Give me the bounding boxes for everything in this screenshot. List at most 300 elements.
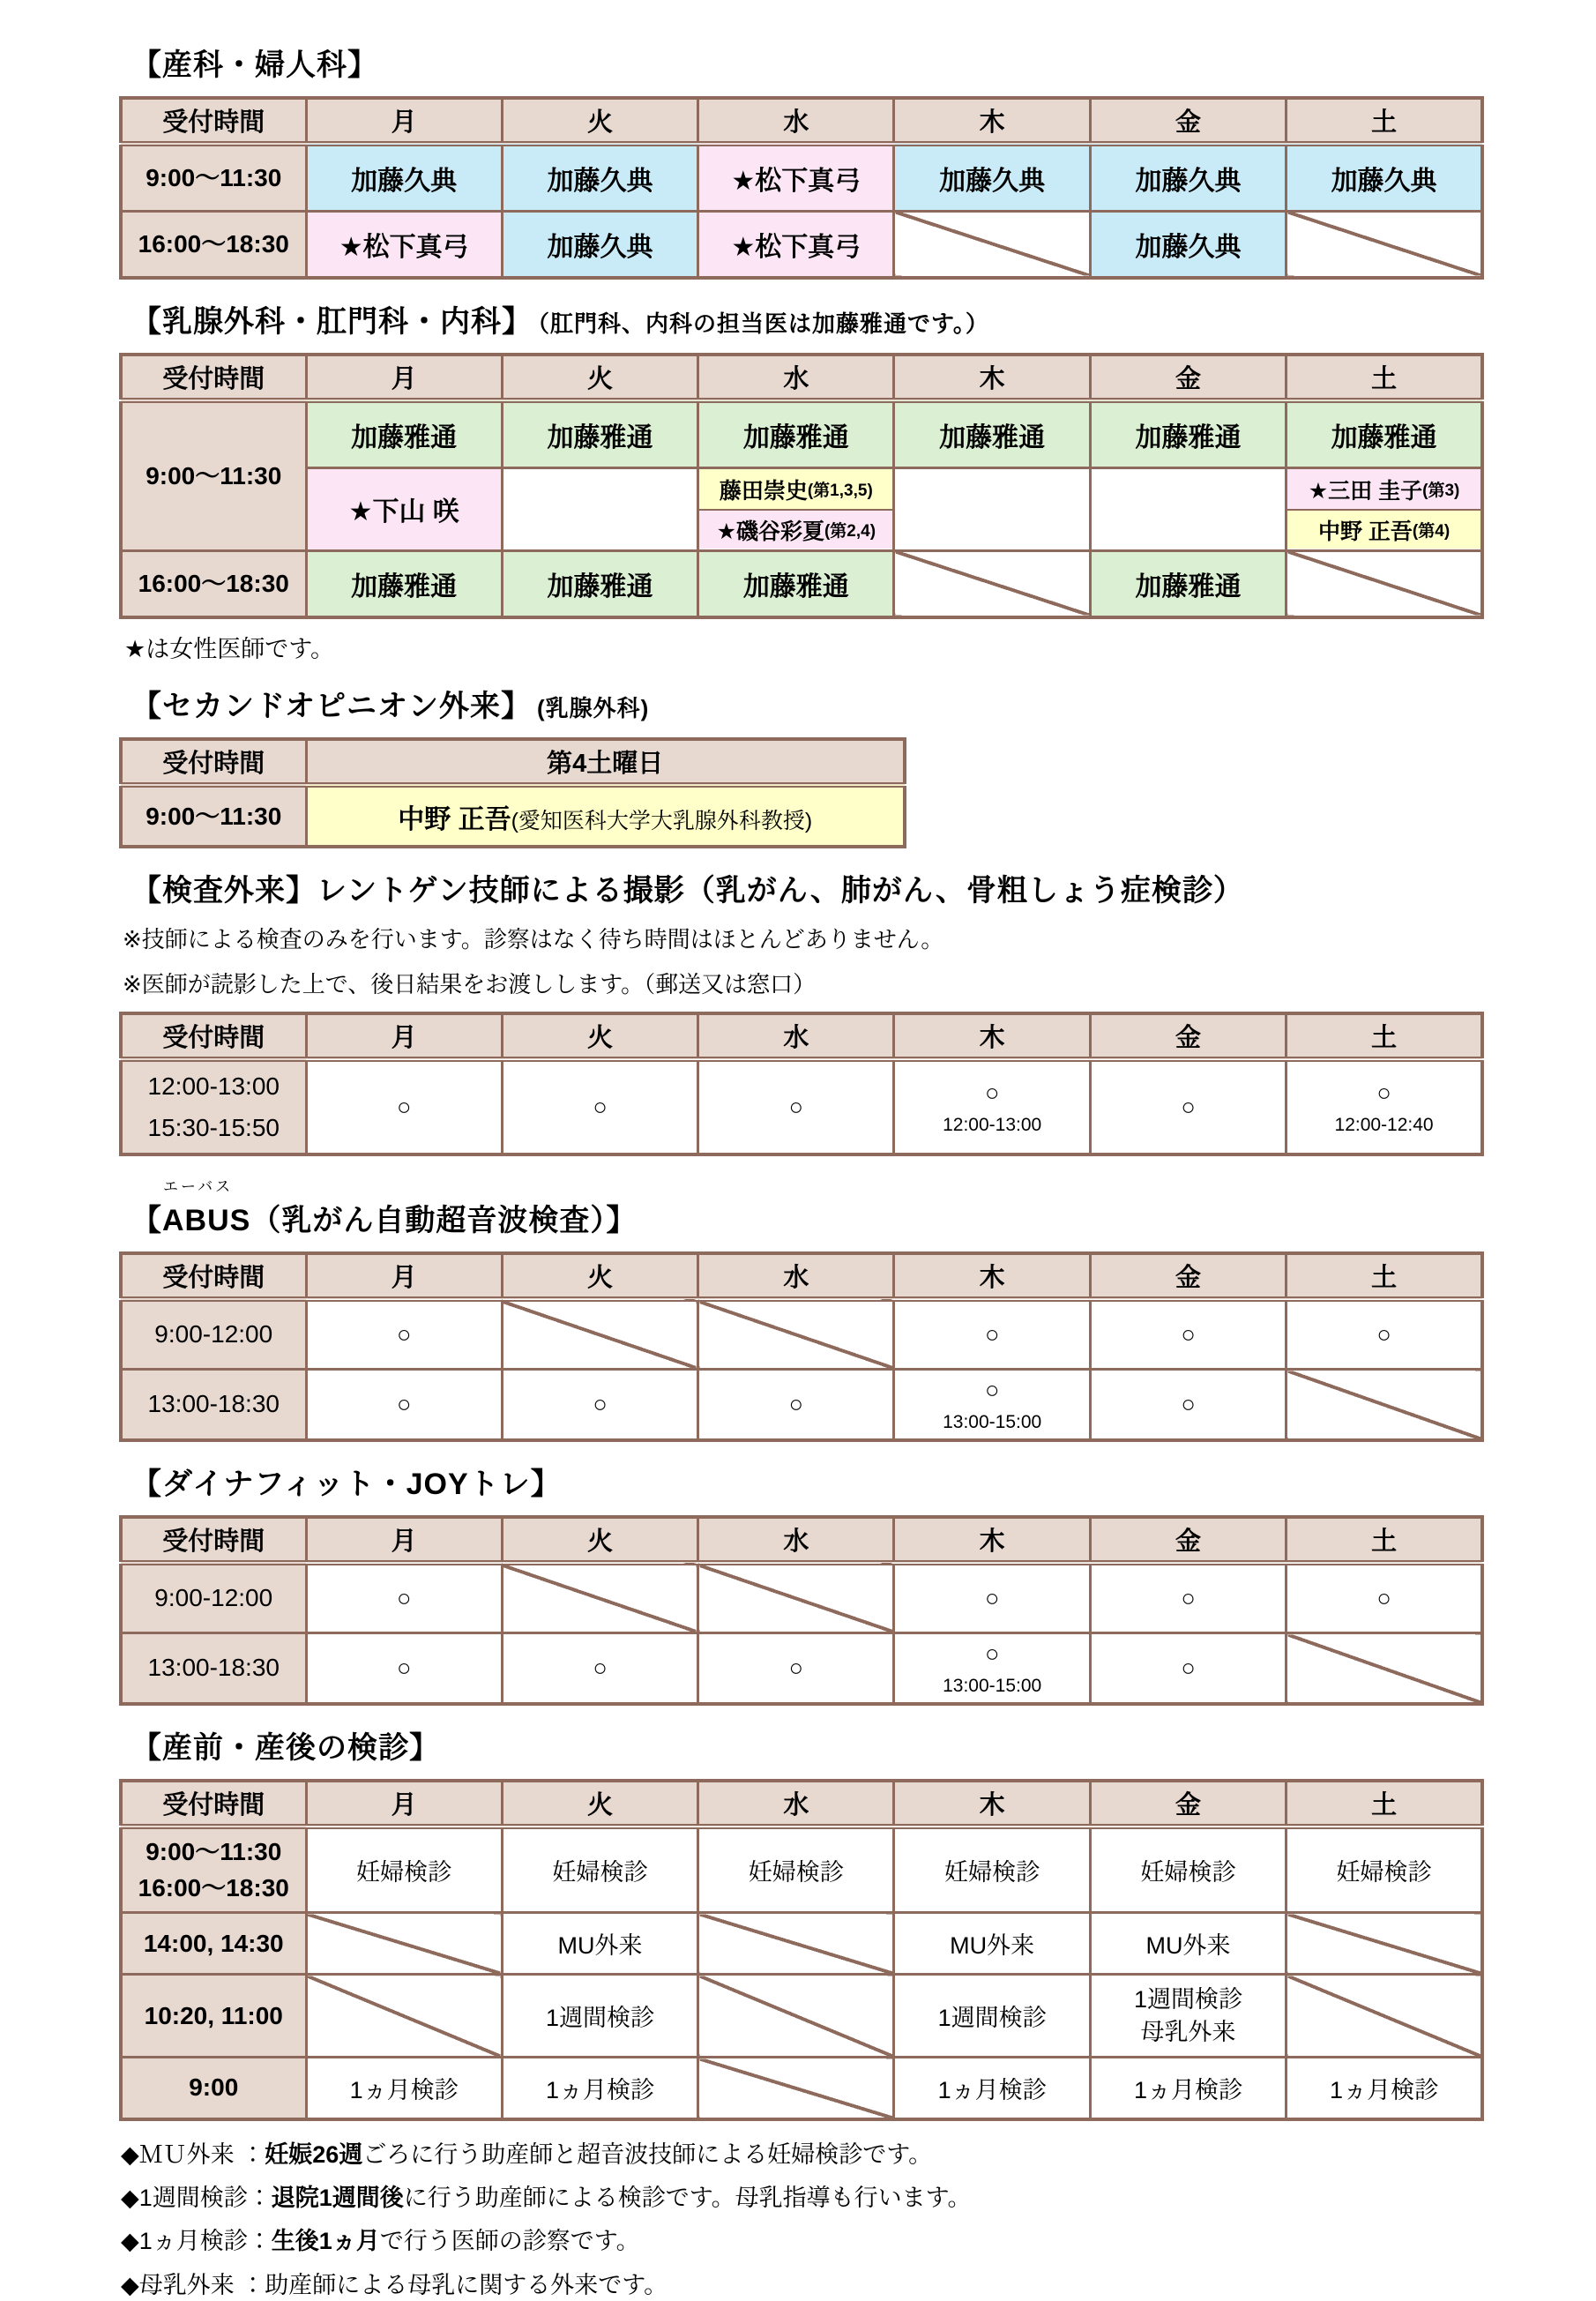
- time-line: 9:00〜11:30: [145, 802, 282, 830]
- schedule-cell: [502, 400, 697, 467]
- exam-note-1: ※技師による検査のみを行います。診察はなく待ち時間はほとんどありません。: [123, 926, 944, 953]
- time-slot-label: [121, 144, 306, 211]
- section-second-opinion: [119, 682, 1376, 848]
- header-row: [121, 98, 1482, 144]
- schedule-cell: [894, 2058, 1090, 2119]
- cell-text: ○: [1181, 1093, 1196, 1120]
- schedule-cell: [1090, 1299, 1286, 1370]
- day-header: 土: [1286, 1781, 1482, 1827]
- unavailable-cell: [698, 1563, 894, 1633]
- cell-line: 母乳外来: [1140, 2018, 1236, 2045]
- cell-text: 1ヵ月検診: [1133, 2076, 1242, 2103]
- table-header: [121, 98, 1482, 144]
- day-header: 第4土曜日: [306, 739, 905, 785]
- schedule-cell: [698, 400, 894, 467]
- schedule-cell: [502, 467, 697, 550]
- unavailable-cell: [1286, 1633, 1482, 1704]
- cell-text: 加藤雅通: [1331, 422, 1437, 452]
- table-body: [121, 1563, 1482, 1704]
- cell-line: ○: [984, 1640, 1000, 1667]
- cell-text: 加藤久典: [1331, 166, 1437, 196]
- cell-text: 1ヵ月検診: [545, 2076, 654, 2103]
- schedule-cell: [894, 467, 1090, 550]
- unavailable-cell: [698, 2058, 894, 2119]
- cell-line: ○: [984, 1376, 1000, 1403]
- cell-text: 加藤雅通: [742, 572, 849, 601]
- day-header: 水: [698, 1013, 894, 1059]
- reception-time-header: 受付時間: [121, 1517, 306, 1563]
- cell-text: 1ヵ月検診: [349, 2076, 459, 2103]
- schedule-cell: [1090, 1827, 1286, 1913]
- time-line: 9:00-12:00: [154, 1584, 273, 1612]
- cell-line: 1週間検診: [1133, 1985, 1242, 2013]
- footnote-bold: 妊娠26週: [265, 2140, 363, 2168]
- schedule-row: [121, 785, 905, 847]
- doctor-name: 中野 正吾: [1317, 519, 1413, 544]
- cell-text: 加藤久典: [351, 166, 458, 196]
- schedule-cell: [1090, 1370, 1286, 1440]
- schedule-row: [121, 1563, 1482, 1633]
- footnote-text: 助産師による母乳に関する外来です。: [265, 2271, 668, 2298]
- cell-text: ○: [788, 1390, 803, 1417]
- schedule-cell: [698, 211, 894, 278]
- time-line: 9:00-12:00: [154, 1320, 273, 1348]
- schedule-cell: [1286, 1563, 1482, 1633]
- cell-text: 加藤雅通: [351, 572, 458, 601]
- footnote-term: ◆1週間検診：: [121, 2185, 272, 2212]
- footnotes: [119, 2139, 1376, 2301]
- schedule-cell: [894, 1563, 1090, 1633]
- cell-text: ○: [593, 1390, 608, 1417]
- section-title-text: 【検査外来】レントゲン技師による撮影（乳がん、肺がん、骨粗しょう症検診）: [131, 874, 1244, 908]
- table-header: [121, 1781, 1482, 1827]
- time-line: 15:30-15:50: [147, 1113, 280, 1141]
- footnote-breastfeeding: [121, 2269, 1376, 2301]
- schedule-cell: [1090, 144, 1286, 211]
- cell-text: ★松下真弓: [731, 232, 861, 262]
- unavailable-cell: [502, 1299, 697, 1370]
- day-header: 土: [1286, 1253, 1482, 1299]
- schedule-cell: [1090, 1913, 1286, 1975]
- reception-time-header: 受付時間: [121, 98, 306, 144]
- cell-text: 加藤久典: [1135, 166, 1242, 196]
- day-header: 月: [306, 355, 502, 400]
- day-header: 火: [502, 1253, 697, 1299]
- time-line: 16:00〜18:30: [138, 1874, 289, 1902]
- schedule-cell: [502, 2058, 697, 2119]
- schedule-cell: [894, 400, 1090, 467]
- day-header: 月: [306, 1517, 502, 1563]
- section-title: [131, 1196, 1376, 1239]
- week-of-month-label: (第1,3,5): [807, 482, 873, 500]
- table-body: [121, 1299, 1482, 1440]
- cell-text: ○: [1181, 1654, 1196, 1681]
- cell-text: 加藤雅通: [351, 422, 458, 452]
- schedule-cell: [1090, 550, 1286, 617]
- schedule-cell: [306, 1633, 502, 1704]
- schedule-cell: [502, 1827, 697, 1913]
- footnote-mu: [121, 2139, 1376, 2170]
- cell-text: 加藤雅通: [547, 572, 653, 601]
- doctor-name: ★三田 圭子: [1308, 478, 1423, 504]
- cell-text: ★下山 咲: [348, 497, 459, 527]
- section-dynafit-joy: [119, 1460, 1398, 1706]
- section-title-text: 【ダイナフィット・JOYトレ】: [131, 1467, 562, 1501]
- table-header: [121, 1253, 1482, 1299]
- day-header: 月: [306, 1013, 502, 1059]
- table-body: [121, 785, 905, 847]
- schedule-cell: [306, 144, 502, 211]
- day-header: 金: [1090, 1013, 1286, 1059]
- schedule-cell: [1090, 1563, 1286, 1633]
- schedule-cell: [306, 785, 905, 847]
- cell-text: ○: [593, 1093, 608, 1120]
- day-header: 土: [1286, 98, 1482, 144]
- section-prenatal-postnatal: [119, 1723, 1439, 2121]
- table-body: [121, 144, 1482, 278]
- time-slot-label: [121, 211, 306, 278]
- schedule-cell: [502, 550, 697, 617]
- cell-text: ○: [984, 1584, 1000, 1611]
- cell-text: ○: [1181, 1320, 1196, 1348]
- time-slot-label: [121, 1975, 306, 2058]
- cell-text: 加藤久典: [939, 166, 1046, 196]
- cell-text: ○: [788, 1093, 803, 1120]
- unavailable-cell: [306, 1913, 502, 1975]
- cell-text: ○: [1376, 1320, 1391, 1348]
- schedule-cell: [698, 1827, 894, 1913]
- time-line: 9:00: [189, 2073, 239, 2102]
- schedule-cell: [894, 144, 1090, 211]
- schedule-cell: [306, 211, 502, 278]
- cell-text: 1ヵ月検診: [937, 2076, 1047, 2103]
- section-title: [131, 682, 1376, 725]
- cell-text: 加藤久典: [547, 232, 653, 262]
- exam-note-2: ※医師が読影した上で、後日結果をお渡しします。（郵送又は窓口）: [123, 971, 817, 997]
- schedule-cell: [1090, 1975, 1286, 2058]
- section-breast-proctology-internal: [119, 297, 1460, 664]
- cell-text: ○: [397, 1320, 412, 1348]
- schedule-cell: [306, 1563, 502, 1633]
- table-header: [121, 1517, 1482, 1563]
- schedule-cell: [1286, 144, 1482, 211]
- day-header: 水: [698, 98, 894, 144]
- radiology-exam-table: [119, 1012, 1484, 1156]
- section-obstetrics-gynecology: [119, 41, 1437, 280]
- day-header: 金: [1090, 1253, 1286, 1299]
- schedule-cell: [502, 1633, 697, 1704]
- unavailable-cell: [1286, 1913, 1482, 1975]
- schedule-cell: [306, 400, 502, 467]
- section-title-text: 【産科・婦人科】: [131, 49, 378, 82]
- time-slot-label: [121, 1913, 306, 1975]
- schedule-row: [121, 144, 1482, 211]
- day-header: 水: [698, 1517, 894, 1563]
- schedule-cell: [306, 1299, 502, 1370]
- day-header: 金: [1090, 355, 1286, 400]
- header-row: [121, 1517, 1482, 1563]
- section-title: [131, 1723, 1376, 1767]
- day-header: 木: [894, 1253, 1090, 1299]
- schedule-cell: [698, 1059, 894, 1154]
- schedule-row: [121, 467, 1482, 550]
- time-slot-label: [121, 400, 306, 550]
- day-header: 木: [894, 1013, 1090, 1059]
- unavailable-cell: [1286, 1370, 1482, 1440]
- cell-text: 妊婦検診: [1140, 1858, 1236, 1886]
- time-line: 9:00〜11:30: [145, 461, 282, 489]
- cell-text: 妊婦検診: [748, 1858, 844, 1886]
- schedule-cell: [502, 1975, 697, 2058]
- cell-text: 妊婦検診: [356, 1858, 452, 1886]
- schedule-cell: [502, 1059, 697, 1154]
- day-header: 火: [502, 98, 697, 144]
- cell-line: 13:00-15:00: [943, 1675, 1042, 1696]
- cell-line: 12:00-12:40: [1334, 1114, 1434, 1135]
- day-header: 木: [894, 98, 1090, 144]
- cell-line: 12:00-13:00: [943, 1114, 1042, 1135]
- day-header: 土: [1286, 1517, 1482, 1563]
- schedule-cell: [698, 144, 894, 211]
- section-title-text: 【産前・産後の検診】: [131, 1730, 440, 1765]
- unavailable-cell: [502, 1563, 697, 1633]
- day-header: 月: [306, 98, 502, 144]
- reception-time-header: 受付時間: [121, 1781, 306, 1827]
- dynafit-joy-table: [119, 1515, 1484, 1706]
- cell-text: 加藤久典: [547, 166, 653, 196]
- day-header: 土: [1286, 1013, 1482, 1059]
- schedule-row: [121, 1975, 1482, 2058]
- doctor-entry: [699, 469, 892, 509]
- footnote-one-month: [121, 2225, 1376, 2257]
- schedule-row: [121, 211, 1482, 278]
- cell-text: ○: [397, 1654, 412, 1681]
- section-title: [131, 1460, 1376, 1503]
- footnote-bold: 生後1ヵ月: [271, 2228, 380, 2255]
- schedule-cell: [1286, 400, 1482, 467]
- footnote-text: ごろに行う助産師と超音波技師による妊婦検診です。: [362, 2140, 933, 2168]
- time-line: 16:00〜18:30: [138, 569, 289, 597]
- reception-time-header: 受付時間: [121, 1013, 306, 1059]
- footnote-text: に行う助産師による検診です。母乳指導も行います。: [403, 2185, 972, 2212]
- reception-time-header: 受付時間: [121, 739, 306, 785]
- header-row: [121, 1253, 1482, 1299]
- footnote-text: で行う医師の診察です。: [379, 2228, 640, 2255]
- day-header: 木: [894, 1517, 1090, 1563]
- cell-text: MU外来: [557, 1932, 643, 1960]
- day-header: 火: [502, 1517, 697, 1563]
- cell-text: 加藤雅通: [547, 422, 653, 452]
- time-slot-label: [121, 785, 306, 847]
- footnote-term: ◆ＭＵ外来 ：: [121, 2140, 265, 2168]
- time-slot-label: [121, 2058, 306, 2119]
- unavailable-cell: [698, 1975, 894, 2058]
- time-line: 16:00〜18:30: [138, 229, 289, 258]
- schedule-cell: [502, 144, 697, 211]
- cell-text: 中野 正吾: [398, 804, 511, 834]
- table-header: [121, 739, 905, 785]
- schedule-cell: [698, 1370, 894, 1440]
- week-of-month-label: (第2,4): [824, 522, 876, 541]
- table-header: [121, 355, 1482, 400]
- section-title: [131, 297, 1376, 340]
- day-header: 水: [698, 1253, 894, 1299]
- schedule-row: [121, 1633, 1482, 1704]
- day-header: 火: [502, 355, 697, 400]
- unavailable-cell: [894, 550, 1090, 617]
- schedule-cell: [1090, 1059, 1286, 1154]
- schedule-cell: [306, 1059, 502, 1154]
- cell-text: 妊婦検診: [552, 1858, 648, 1886]
- cell-text: ★松下真弓: [339, 232, 469, 262]
- schedule-row: [121, 2058, 1482, 2119]
- day-header: 火: [502, 1781, 697, 1827]
- cell-text: 加藤久典: [1135, 232, 1242, 262]
- doctor-entry: [699, 509, 892, 549]
- table-body: [121, 1827, 1482, 2119]
- time-slot-label: [121, 1299, 306, 1370]
- cell-text: ○: [397, 1390, 412, 1417]
- schedule-row: [121, 1299, 1482, 1370]
- cell-text: 加藤雅通: [1135, 572, 1242, 601]
- schedule-row: [121, 1370, 1482, 1440]
- doctor-entry: [1287, 509, 1480, 549]
- header-row: [121, 739, 905, 785]
- schedule-cell: [894, 1827, 1090, 1913]
- obstetrics-gynecology-table: [119, 96, 1484, 280]
- abus-furigana: エーバス: [163, 1177, 234, 1195]
- cell-text: ○: [1376, 1584, 1391, 1611]
- time-line: 14:00, 14:30: [143, 1929, 284, 1957]
- schedule-cell: [306, 1370, 502, 1440]
- schedule-cell: [894, 1633, 1090, 1704]
- unavailable-cell: [1286, 1975, 1482, 2058]
- schedule-cell: [698, 550, 894, 617]
- cell-text: 加藤雅通: [742, 422, 849, 452]
- schedule-row: [121, 1827, 1482, 1913]
- section-title-suffix: (乳腺外科): [536, 695, 650, 721]
- schedule-cell: [1286, 1827, 1482, 1913]
- day-header: 月: [306, 1253, 502, 1299]
- time-slot-label: [121, 1827, 306, 1913]
- schedule-cell: [1090, 400, 1286, 467]
- schedule-cell: [306, 2058, 502, 2119]
- section-title-text: 【セカンドオピニオン外来】: [131, 690, 532, 723]
- doctor-name: 藤田崇史: [719, 478, 808, 504]
- section-title: [131, 41, 1376, 84]
- schedule-cell: [894, 1975, 1090, 2058]
- day-header: 金: [1090, 98, 1286, 144]
- cell-text: 1ヵ月検診: [1330, 2076, 1439, 2103]
- cell-text: 1週間検診: [937, 2005, 1047, 2032]
- schedule-cell: [306, 550, 502, 617]
- time-line: 12:00-13:00: [147, 1072, 280, 1100]
- unavailable-cell: [1286, 550, 1482, 617]
- time-slot-label: [121, 1059, 306, 1154]
- unavailable-cell: [306, 1975, 502, 2058]
- cell-text: 加藤雅通: [1135, 422, 1242, 452]
- schedule-cell: [894, 1059, 1090, 1154]
- cell-text: 1週間検診: [545, 2005, 654, 2032]
- cell-text: ○: [1181, 1390, 1196, 1417]
- section-title-text: 【ABUS（乳がん自動超音波検査）】: [131, 1203, 638, 1237]
- cell-text: ○: [1181, 1584, 1196, 1611]
- breast-proctology-internal-table: [119, 353, 1484, 619]
- day-header: 月: [306, 1781, 502, 1827]
- schedule-cell: [1286, 467, 1482, 550]
- time-line: 9:00〜11:30: [145, 163, 282, 191]
- schedule-cell: [1286, 2058, 1482, 2119]
- day-header: 金: [1090, 1517, 1286, 1563]
- reception-time-header: 受付時間: [121, 355, 306, 400]
- unavailable-cell: [698, 1913, 894, 1975]
- schedule-cell: [1286, 1299, 1482, 1370]
- day-header: 土: [1286, 355, 1482, 400]
- schedule-row: [121, 550, 1482, 617]
- schedule-cell: [502, 211, 697, 278]
- unavailable-cell: [698, 1299, 894, 1370]
- time-line: 13:00-18:30: [147, 1390, 280, 1418]
- cell-text: 妊婦検診: [944, 1858, 1040, 1886]
- table-body: [121, 400, 1482, 617]
- schedule-cell: [698, 467, 894, 550]
- schedule-cell: [502, 1913, 697, 1975]
- unavailable-cell: [1286, 211, 1482, 278]
- schedule-cell: [306, 1827, 502, 1913]
- cell-text: 妊婦検診: [1336, 1858, 1432, 1886]
- schedule-cell: [1286, 1059, 1482, 1154]
- reception-time-header: 受付時間: [121, 1253, 306, 1299]
- time-line: 10:20, 11:00: [144, 2001, 283, 2029]
- cell-text: ○: [397, 1584, 412, 1611]
- week-of-month-label: (第4): [1412, 522, 1451, 541]
- cell-text: ○: [397, 1093, 412, 1120]
- week-of-month-label: (第3): [1422, 482, 1460, 500]
- schedule-cell: [894, 1913, 1090, 1975]
- prenatal-postnatal-table: [119, 1779, 1484, 2121]
- header-row: [121, 355, 1482, 400]
- day-header: 水: [698, 1781, 894, 1827]
- female-doctor-note: ★は女性医師です。: [124, 636, 335, 662]
- footnote-bold: 退院1週間後: [271, 2185, 404, 2212]
- schedule-row: [121, 400, 1482, 467]
- cell-line: ○: [984, 1079, 1000, 1106]
- time-line: 13:00-18:30: [147, 1654, 280, 1682]
- unavailable-cell: [894, 211, 1090, 278]
- cell-text: MU外来: [1145, 1932, 1231, 1960]
- doctor-entry: [1287, 469, 1480, 509]
- day-header: 金: [1090, 1781, 1286, 1827]
- schedule-cell: [894, 1299, 1090, 1370]
- section-title: [131, 866, 1376, 909]
- cell-text: ○: [593, 1654, 608, 1681]
- section-abus: [119, 1174, 1398, 1442]
- day-header: 水: [698, 355, 894, 400]
- time-slot-label: [121, 1633, 306, 1704]
- day-header: 火: [502, 1013, 697, 1059]
- time-slot-label: [121, 1370, 306, 1440]
- doctor-name: ★磯谷彩夏: [716, 519, 824, 544]
- schedule-cell: [306, 467, 502, 550]
- time-line: 9:00〜11:30: [145, 1837, 282, 1865]
- cell-line: 13:00-15:00: [943, 1411, 1042, 1432]
- abus-table: [119, 1251, 1484, 1442]
- section-radiology-exam: [119, 866, 1434, 1156]
- header-row: [121, 1013, 1482, 1059]
- section-title-text: 【乳腺外科・肛門科・内科】: [131, 305, 533, 339]
- schedule-cell: [502, 1370, 697, 1440]
- day-header: 木: [894, 355, 1090, 400]
